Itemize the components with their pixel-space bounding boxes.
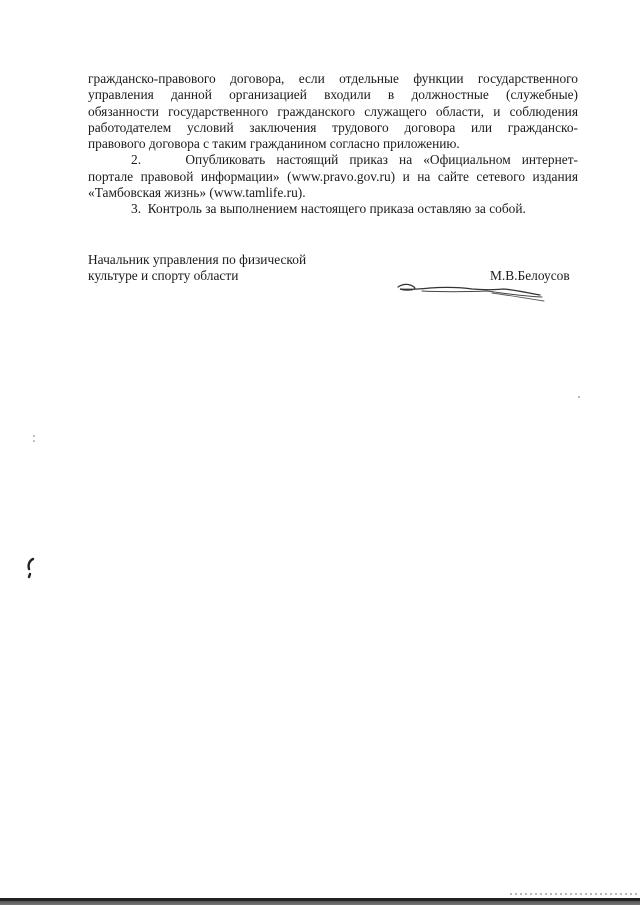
item-2-text: Опубликовать настоящий приказ на «Официальном интернет- bbox=[185, 152, 579, 168]
paragraph-line: гражданско-правового договора, если отдельные функции государственного bbox=[88, 71, 578, 86]
paragraph-line: обязанности государственного гражданского служащего области, и соблюдения bbox=[88, 103, 578, 119]
scan-dot-icon bbox=[31, 434, 37, 444]
item-2-number: 2. bbox=[131, 152, 142, 168]
scan-bottom-edge bbox=[0, 895, 640, 905]
paragraph-line: правового договора с таким гражданином согласно приложению. bbox=[88, 136, 460, 152]
paragraph-line: работодателем условий заключения трудового договора или гражданско- bbox=[88, 119, 578, 135]
item-2-line: портале правовой информации» (www.pravo.gov.ru) и на сайте сетевого издания bbox=[88, 168, 578, 184]
item-2-line: «Тамбовская жизнь» (www.tamlife.ru). bbox=[88, 185, 306, 201]
signer-title-line-2: культуре и спорту области bbox=[88, 268, 239, 284]
signer-title-line-1: Начальник управления по физической bbox=[88, 252, 307, 267]
document-body bbox=[88, 71, 578, 218]
item-3-text: Контроль за выполнением настоящего приказа оставляю за собой. bbox=[147, 201, 526, 217]
scan-dot-icon bbox=[577, 395, 581, 399]
item-3-line bbox=[88, 201, 578, 217]
signer-name: М.В.Белоусов bbox=[490, 268, 570, 283]
scan-artifact-icon bbox=[25, 556, 37, 582]
item-3-number: 3. bbox=[131, 201, 142, 217]
handwritten-signature bbox=[392, 273, 552, 305]
paragraph-line: управления данной организацией входили в должностные (служебные) bbox=[88, 87, 578, 103]
item-2-first-line bbox=[88, 152, 578, 168]
